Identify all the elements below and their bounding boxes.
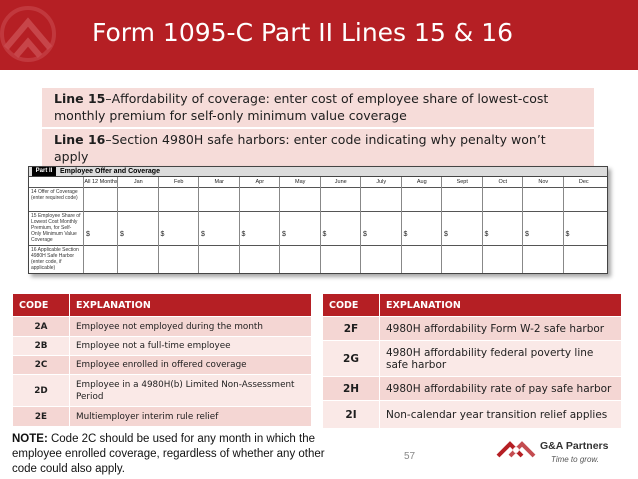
form-dollar-cell: $ [363,231,367,238]
page-title: Form 1095-C Part II Lines 15 & 16 [92,18,514,47]
form-column-divider [198,177,199,273]
form-dollar-cell: $ [201,231,205,238]
code-cell: 2G [323,341,380,377]
form-column-divider [482,177,483,273]
explanation-cell: Multiemployer interim rule relief [70,407,312,427]
form-column-divider [117,177,118,273]
form-column-divider [158,177,159,273]
column-header-code: CODE [13,294,70,317]
explanation-cell: Employee in a 4980H(b) Limited Non-Assessment Period [70,375,312,407]
form-month-header: Apr [239,177,281,187]
form-month-header: May [279,177,321,187]
explanation-cell: 4980H affordability Form W-2 safe harbor [380,317,622,341]
form-dollar-cell: $ [241,231,246,238]
form-1095c-part2-excerpt [28,166,608,274]
form-dollar-cell: $ [282,231,286,238]
form-column-divider [239,177,240,273]
column-header-explanation: EXPLANATION [380,294,622,317]
form-dollar-cell: $ [86,231,90,238]
form-month-header: Mar [198,177,240,187]
code-cell: 2I [323,401,380,429]
table-row [13,356,312,375]
table-row [323,377,622,401]
form-dollar-cell: $ [403,231,408,238]
line-15-label: Line 15 [54,91,106,106]
form-dollar-cell: $ [120,231,124,238]
page-number: 57 [404,451,416,462]
table-row [323,401,622,429]
explanation-cell: Employee not employed during the month [70,317,312,337]
table-row [323,317,622,341]
form-month-header: June [320,177,362,187]
code-cell: 2C [13,356,70,375]
line-16-text: –Section 4980H safe harbors: enter code indicating why penalty won’t apply [54,132,546,164]
column-header-explanation: EXPLANATION [70,294,312,317]
form-month-header: July [360,177,402,187]
note-label: NOTE: [12,433,48,445]
form-month-header: Oct [482,177,524,187]
form-month-header: Dec [563,177,605,187]
explanation-cell: 4980H affordability rate of pay safe harbor [380,377,622,401]
line-15-description [42,88,594,129]
form-dollar-cell: $ [484,231,489,238]
code-cell: 2H [323,377,380,401]
form-column-divider [441,177,442,273]
slide-header [0,0,638,70]
form-column-divider [563,177,564,273]
form-row-label-16: 16 Applicable Section 4980H Safe Harbor (enter code, if applicable) [31,247,79,271]
form-column-divider [83,177,84,273]
table-row [13,375,312,407]
code-cell: 2F [323,317,380,341]
form-dollar-cell: $ [160,231,165,238]
form-month-header: Aug [401,177,443,187]
table-row [323,341,622,377]
line-descriptions [42,88,594,168]
form-column-divider [320,177,321,273]
form-row-label-14: 14 Offer of Coverage (enter required code) [31,189,78,201]
form-column-divider [401,177,402,273]
code-cell: 2E [13,407,70,427]
code-cell: 2A [13,317,70,337]
form-row-divider [29,245,607,246]
explanation-cell: Non-calendar year transition relief applies [380,401,622,429]
column-header-code: CODE [323,294,380,317]
form-row-divider [29,211,607,212]
codes-table-right [322,293,622,429]
form-dollar-cell: $ [525,231,529,238]
brand-name: G&A Partners [540,440,609,452]
table-row [13,337,312,356]
form-column-divider [522,177,523,273]
explanation-cell: Employee enrolled in offered coverage [70,356,312,375]
form-row-label-15: 15 Employee Share of Lowest Cost Monthly Premium, for Self-Only Minimum Value Coverage [31,213,81,243]
form-column-divider [279,177,280,273]
form-month-header: Feb [158,177,200,187]
explanation-cell: 4980H affordability federal poverty line safe harbor [380,341,622,377]
form-part-tag: Part II [32,167,56,176]
line-16-description [42,129,594,168]
code-cell: 2D [13,375,70,407]
table-row [13,407,312,427]
form-column-divider [360,177,361,273]
form-month-header: All 12 Months [84,179,118,185]
form-month-header: Sept [441,177,483,187]
form-month-header: Nov [522,177,564,187]
line-15-text: –Affordability of coverage: enter cost of employee share of lowest-cost monthly premium for self-only minimum value coverage [54,91,549,123]
explanation-cell: Employee not a full-time employee [70,337,312,356]
brand-tagline: Time to grow. [551,455,599,464]
form-part-title: Employee Offer and Coverage [60,168,160,175]
ga-partners-logo-icon [496,438,536,460]
codes-table-left [12,293,312,427]
form-month-header: Jan [117,177,159,187]
brand-mark-icon [0,0,56,70]
form-row-divider [29,187,607,188]
note-text [12,432,342,477]
table-row [13,317,312,337]
code-cell: 2B [13,337,70,356]
form-dollar-cell: $ [565,231,570,238]
form-dollar-cell: $ [444,231,448,238]
line-16-label: Line 16 [54,132,106,147]
form-dollar-cell: $ [322,231,327,238]
note-body: Code 2C should be used for any month in which the employee enrolled coverage, regardless of whether any other code could also apply. [12,433,325,475]
